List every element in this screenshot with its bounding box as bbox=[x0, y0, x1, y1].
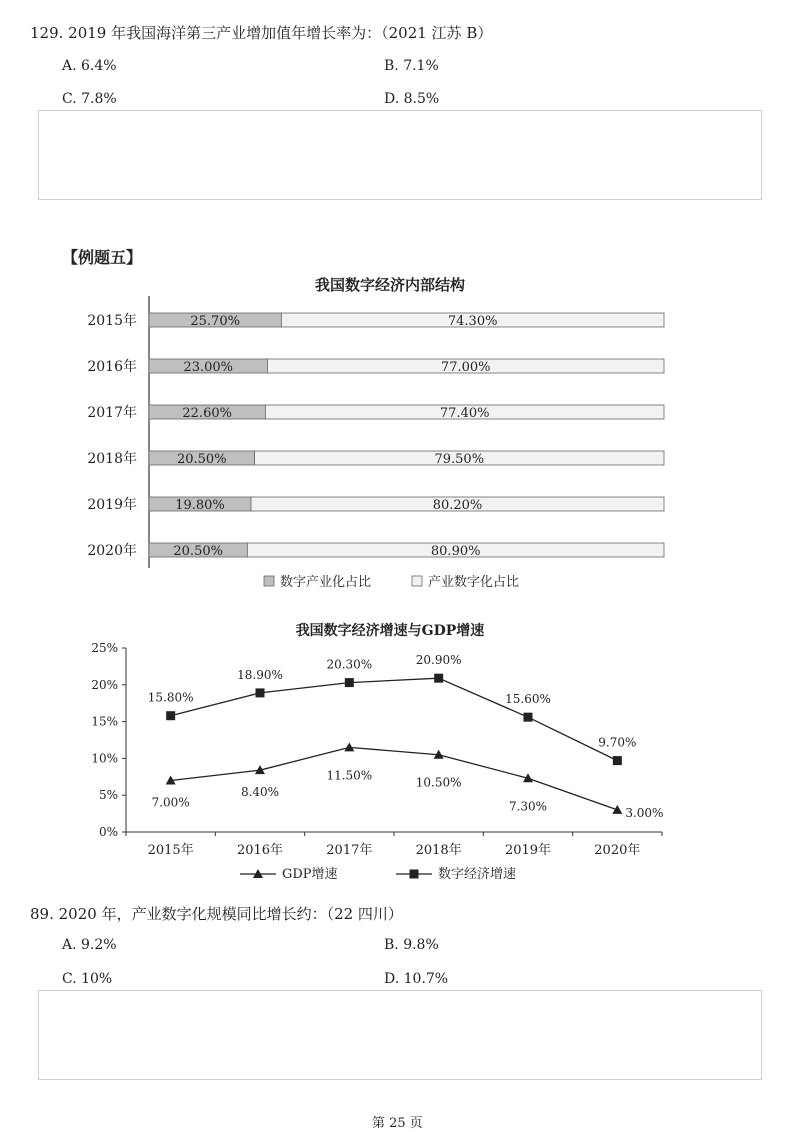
digital-economy-growth-point bbox=[345, 678, 354, 687]
bar-data-label: 74.30% bbox=[447, 314, 498, 329]
y-tick-label: 20% bbox=[91, 677, 118, 692]
page-number: 第 25 页 bbox=[372, 1116, 423, 1131]
legend-label-digital-economy: 数字经济增速 bbox=[438, 867, 517, 882]
y-tick-label: 25% bbox=[91, 641, 118, 655]
question-89-option-d: D. 10.7% bbox=[384, 971, 449, 987]
digital-economy-growth-point bbox=[524, 713, 533, 722]
line-chart-title: 我国数字经济增速与GDP增速 bbox=[295, 623, 485, 639]
gdp-growth-point bbox=[344, 742, 354, 751]
answer-box-89[interactable] bbox=[38, 990, 762, 1080]
bar-category-label: 2018年 bbox=[87, 451, 137, 467]
bar-data-label: 22.60% bbox=[182, 406, 232, 421]
digital-economy-growth-data-label: 20.90% bbox=[415, 653, 462, 668]
example-heading: 【例题五】 bbox=[62, 248, 143, 267]
gdp-growth-data-label: 7.00% bbox=[151, 795, 190, 810]
gdp-growth-data-label: 3.00% bbox=[625, 805, 664, 820]
question-129-option-a: A. 6.4% bbox=[62, 58, 117, 74]
digital-economy-growth-line bbox=[171, 678, 618, 760]
legend-label-industrial-digitalization: 产业数字化占比 bbox=[428, 575, 520, 590]
y-tick-label: 15% bbox=[91, 714, 118, 729]
x-tick-label: 2017年 bbox=[326, 843, 373, 858]
digital-economy-growth-data-label: 9.70% bbox=[598, 735, 637, 750]
bar-chart-title: 我国数字经济内部结构 bbox=[314, 276, 466, 294]
question-129-option-d: D. 8.5% bbox=[384, 91, 440, 107]
gdp-growth-data-label: 10.50% bbox=[415, 775, 462, 790]
bar-data-label: 23.00% bbox=[183, 360, 234, 375]
bar-category-label: 2017年 bbox=[87, 405, 137, 421]
bar-category-label: 2019年 bbox=[87, 497, 137, 513]
legend-swatch-digital-industrialization bbox=[264, 576, 274, 586]
legend-swatch-industrial-digitalization bbox=[412, 576, 422, 586]
question-89-stem: 89. 2020 年，产业数字化规模同比增长约：（22 四川） bbox=[30, 905, 403, 923]
x-tick-label: 2015年 bbox=[147, 843, 194, 858]
y-tick-label: 0% bbox=[98, 825, 118, 839]
legend-marker-digital-economy bbox=[410, 870, 419, 879]
x-tick-label: 2019年 bbox=[504, 843, 552, 858]
legend-label-digital-industrialization: 数字产业化占比 bbox=[280, 575, 372, 590]
bar-data-label: 80.90% bbox=[430, 544, 481, 559]
answer-box-129[interactable] bbox=[38, 110, 762, 200]
bar-data-label: 20.50% bbox=[176, 452, 227, 467]
stacked-bar-chart bbox=[60, 270, 720, 600]
gdp-growth-point bbox=[612, 805, 622, 814]
bar-data-label: 80.20% bbox=[432, 498, 483, 513]
bar-category-label: 2015年 bbox=[87, 313, 137, 329]
bar-data-label: 79.50% bbox=[434, 452, 485, 467]
digital-economy-growth-point bbox=[256, 688, 265, 697]
question-89-option-c: C. 10% bbox=[62, 971, 113, 987]
bar-category-label: 2016年 bbox=[87, 359, 137, 375]
digital-economy-growth-point bbox=[166, 711, 175, 720]
y-tick-label: 5% bbox=[98, 788, 118, 803]
digital-economy-growth-data-label: 15.60% bbox=[505, 692, 551, 707]
x-tick-label: 2020年 bbox=[594, 843, 641, 858]
question-129-option-c: C. 7.8% bbox=[62, 91, 117, 107]
bar-data-label: 77.00% bbox=[440, 360, 491, 375]
digital-economy-growth-data-label: 15.80% bbox=[147, 690, 194, 705]
line-chart bbox=[60, 615, 720, 895]
question-129-option-b: B. 7.1% bbox=[384, 58, 439, 74]
gdp-growth-line bbox=[171, 747, 618, 810]
bar-data-label: 19.80% bbox=[175, 498, 225, 513]
bar-category-label: 2020年 bbox=[87, 543, 137, 559]
gdp-growth-data-label: 8.40% bbox=[240, 785, 280, 800]
digital-economy-growth-data-label: 18.90% bbox=[237, 667, 283, 682]
x-tick-label: 2016年 bbox=[236, 843, 284, 858]
digital-economy-growth-point bbox=[434, 674, 443, 683]
question-89-option-a: A. 9.2% bbox=[62, 937, 117, 953]
y-tick-label: 10% bbox=[91, 751, 118, 766]
question-129-stem: 129. 2019 年我国海洋第三产业增加值年增长率为：（2021 江苏 B） bbox=[30, 24, 493, 42]
gdp-growth-data-label: 7.30% bbox=[508, 799, 548, 814]
digital-economy-growth-point bbox=[613, 756, 622, 765]
bar-data-label: 77.40% bbox=[439, 406, 490, 421]
x-tick-label: 2018年 bbox=[415, 843, 462, 858]
bar-data-label: 20.50% bbox=[173, 544, 223, 559]
gdp-growth-data-label: 11.50% bbox=[326, 768, 373, 783]
legend-label-gdp: GDP增速 bbox=[282, 867, 338, 882]
bar-data-label: 25.70% bbox=[190, 314, 240, 329]
question-89-option-b: B. 9.8% bbox=[384, 937, 439, 953]
digital-economy-growth-data-label: 20.30% bbox=[326, 657, 373, 672]
